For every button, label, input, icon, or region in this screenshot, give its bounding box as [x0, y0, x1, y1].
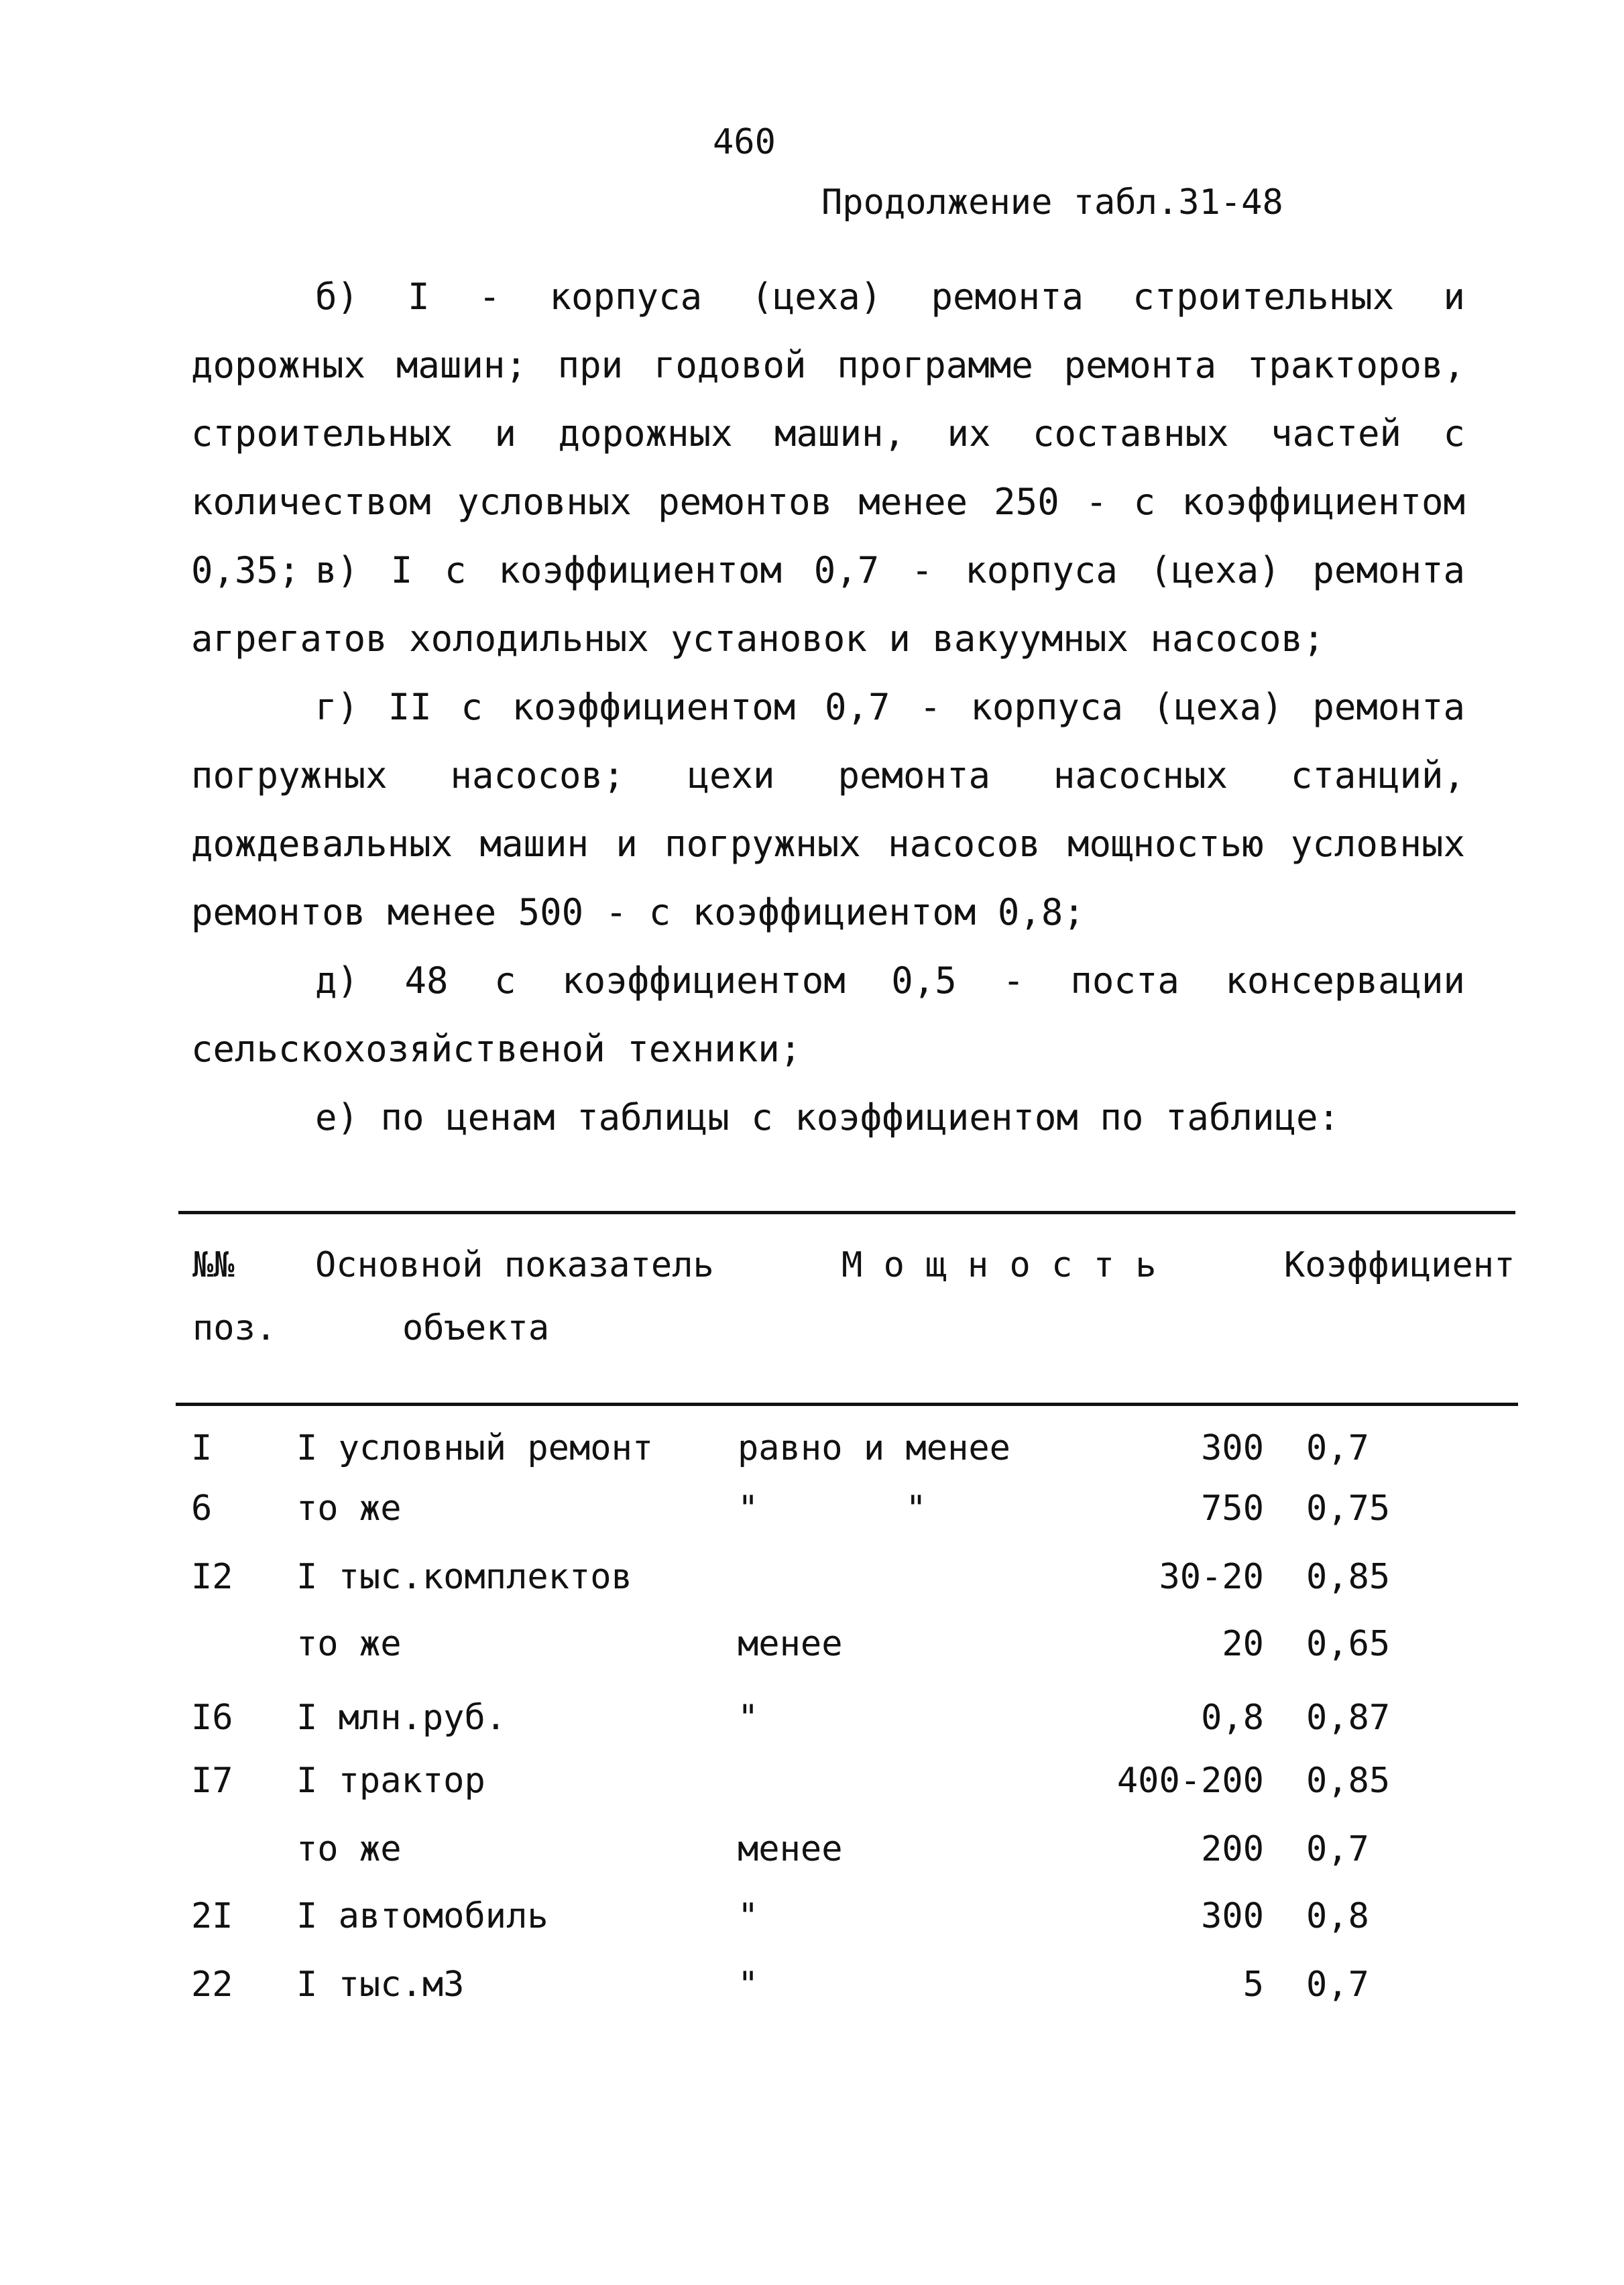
- page-number: 460: [713, 122, 776, 162]
- cell-coefficient: 0,87: [1306, 1698, 1391, 1738]
- cell-coefficient: 0,7: [1306, 1428, 1369, 1468]
- cell-capacity: 300: [1201, 1428, 1264, 1468]
- cell-indicator: I трактор: [296, 1761, 485, 1801]
- cell-pos: 6: [191, 1488, 213, 1529]
- cell-coefficient: 0,7: [1306, 1965, 1369, 2005]
- cell-pos: 22: [191, 1965, 233, 2005]
- cell-pos: I6: [191, 1698, 233, 1738]
- cell-capacity: 200: [1201, 1829, 1264, 1869]
- cell-condition: равно и менее: [738, 1428, 1010, 1468]
- cell-condition: ": [738, 1698, 759, 1738]
- cell-pos: I2: [191, 1557, 233, 1597]
- cell-capacity: 0,8: [1201, 1698, 1264, 1738]
- cell-condition: менее: [738, 1829, 843, 1869]
- header-coefficient: Коэффициент: [1284, 1245, 1515, 1285]
- paragraph-g: г) II с коэффициентом 0,7 - корпуса (цеха) ремонта погружных насосов; цехи ремонта насосных станций, дождевальных машин и погружных насосов мощностью условных ремонтов менее 500 - с коэффициентом 0,8;: [191, 686, 1487, 933]
- header-capacity: М о щ н о с т ь: [842, 1245, 1157, 1285]
- paragraph-e: е) по ценам таблицы с коэффициентом по таблице:: [315, 1096, 1340, 1138]
- cell-condition: " ": [738, 1488, 927, 1529]
- cell-capacity: 750: [1201, 1488, 1264, 1529]
- cell-capacity: 300: [1201, 1896, 1264, 1936]
- paragraph-b: б) I - корпуса (цеха) ремонта строительных и дорожных машин; при годовой программе ремонта тракторов, строительных и дорожных машин, их составных частей с количеством условных ремонтов менее 250 - с коэффициентом 0,35;: [191, 276, 1487, 591]
- table-top-rule: [178, 1211, 1515, 1214]
- cell-condition: ": [738, 1965, 759, 2005]
- cell-pos: I7: [191, 1761, 233, 1801]
- cell-indicator: то же: [296, 1624, 402, 1664]
- cell-condition: менее: [738, 1624, 843, 1664]
- cell-capacity: 400-200: [1116, 1761, 1264, 1801]
- cell-capacity: 5: [1242, 1965, 1264, 2005]
- paragraph-v: в) I с коэффициентом 0,7 - корпуса (цеха) ремонта агрегатов холодильных установок и вакуумных насосов;: [191, 549, 1487, 660]
- cell-coefficient: 0,65: [1306, 1624, 1391, 1664]
- cell-coefficient: 0,85: [1306, 1557, 1391, 1597]
- paragraph-d: д) 48 с коэффициентом 0,5 - поста консервации сельскохозяйственой техники;: [191, 959, 1487, 1070]
- cell-indicator: I тыс.комплектов: [296, 1557, 632, 1597]
- cell-coefficient: 0,8: [1306, 1896, 1369, 1936]
- table-continuation-title: Продолжение табл.31-48: [821, 182, 1283, 223]
- cell-capacity: 30-20: [1159, 1557, 1264, 1597]
- cell-indicator: I автомобиль: [296, 1896, 548, 1936]
- cell-capacity: 20: [1222, 1624, 1264, 1664]
- cell-indicator: I млн.руб.: [296, 1698, 507, 1738]
- cell-condition: ": [738, 1896, 759, 1936]
- cell-coefficient: 0,7: [1306, 1829, 1369, 1869]
- cell-indicator: I тыс.м3: [296, 1965, 465, 2005]
- header-pos: №№ поз.: [192, 1245, 277, 1348]
- table-header-rule: [176, 1403, 1518, 1406]
- cell-indicator: то же: [296, 1488, 402, 1529]
- cell-indicator: I условный ремонт: [296, 1428, 654, 1468]
- cell-pos: I: [191, 1428, 213, 1468]
- cell-indicator: то же: [296, 1829, 402, 1869]
- cell-coefficient: 0,75: [1306, 1488, 1391, 1529]
- cell-coefficient: 0,85: [1306, 1761, 1391, 1801]
- header-indicator: Основной показатель объекта: [315, 1245, 714, 1348]
- cell-pos: 2I: [191, 1896, 233, 1936]
